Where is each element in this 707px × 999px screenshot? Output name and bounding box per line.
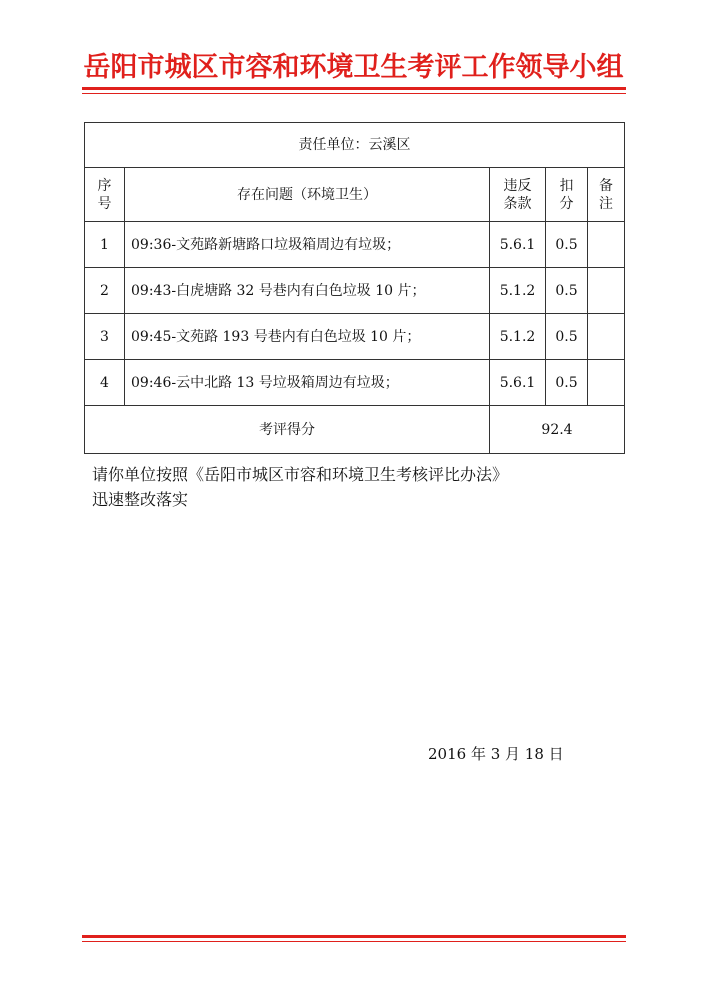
row-remark	[588, 314, 625, 360]
unit-row	[85, 123, 625, 168]
row-issue: 09:43-白虎塘路 32 号巷内有白色垃圾 10 片；	[125, 268, 490, 314]
header-deduction-label: 扣分	[559, 177, 574, 212]
row-seq: 1	[85, 222, 125, 268]
footer-rule-thick	[82, 935, 626, 938]
row-seq: 2	[85, 268, 125, 314]
row-seq: 3	[85, 314, 125, 360]
row-violation: 5.1.2	[490, 314, 546, 360]
row-issue: 09:46-云中北路 13 号垃圾箱周边有垃圾；	[125, 360, 490, 406]
header-seq	[85, 168, 125, 222]
document-title: 岳阳市城区市容和环境卫生考评工作领导小组	[83, 52, 624, 83]
score-label: 考评得分	[85, 406, 490, 454]
row-deduction: 0.5	[546, 360, 588, 406]
responsible-unit-cell: 责任单位：云溪区	[85, 123, 625, 168]
table-row	[85, 222, 625, 268]
header-issue: 存在问题（环境卫生）	[125, 168, 490, 222]
table-row	[85, 314, 625, 360]
row-violation: 5.6.1	[490, 360, 546, 406]
table-row	[85, 268, 625, 314]
row-violation: 5.6.1	[490, 222, 546, 268]
table-header-row	[85, 168, 625, 222]
row-issue: 09:45-文苑路 193 号巷内有白色垃圾 10 片；	[125, 314, 490, 360]
header-rule-thick	[82, 87, 626, 90]
table-row	[85, 360, 625, 406]
header-seq-label: 序号	[97, 177, 112, 212]
header-remark-label: 备注	[599, 177, 613, 212]
row-violation: 5.1.2	[490, 268, 546, 314]
row-deduction: 0.5	[546, 268, 588, 314]
header-deduction	[546, 168, 588, 222]
row-deduction: 0.5	[546, 222, 588, 268]
evaluation-table	[84, 122, 625, 454]
footer-rule-thin	[82, 941, 626, 942]
score-value: 92.4	[490, 406, 625, 454]
score-row	[85, 406, 625, 454]
note-line-1: 请你单位按照《岳阳市城区市容和环境卫生考核评比办法》	[92, 465, 509, 484]
note-line-2: 迅速整改落实	[92, 490, 189, 509]
header-rule-thin	[82, 93, 626, 94]
document-date: 2016 年 3 月 18 日	[428, 745, 564, 763]
row-remark	[588, 360, 625, 406]
row-deduction: 0.5	[546, 314, 588, 360]
rectification-note	[92, 462, 508, 512]
header-violation	[490, 168, 546, 222]
row-issue: 09:36-文苑路新塘路口垃圾箱周边有垃圾；	[125, 222, 490, 268]
header-remark	[588, 168, 625, 222]
row-seq: 4	[85, 360, 125, 406]
header-violation-label: 违反条款	[503, 177, 532, 212]
row-remark	[588, 222, 625, 268]
row-remark	[588, 268, 625, 314]
